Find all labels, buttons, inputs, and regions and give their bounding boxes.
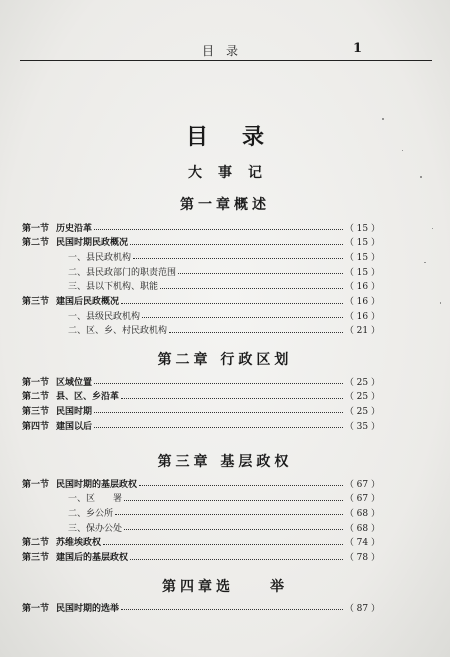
dot-leader (121, 302, 343, 304)
scan-speck (424, 262, 426, 263)
dot-leader (169, 331, 343, 333)
entry-label: 历史沿革 (56, 223, 93, 234)
chapter-heading: 第三章 基层政权 (157, 454, 293, 470)
toc-entry[interactable] (22, 389, 380, 403)
entry-page-number: （ 15 ） (344, 267, 380, 278)
entry-label: 县、区、乡沿革 (56, 392, 120, 403)
document-title: 目录 (185, 124, 298, 150)
entry-page-number: （ 16 ） (344, 297, 380, 307)
toc-entry[interactable] (22, 476, 380, 490)
entry-page-number: （ 25 ） (344, 406, 380, 417)
entry-label: 二、县民政部门的职责范围 (68, 267, 177, 278)
entry-page-number: （ 25 ） (344, 392, 380, 403)
toc-entry[interactable] (22, 600, 380, 614)
section-number: 第一节 (22, 223, 50, 234)
section-number: 第二节 (22, 538, 50, 549)
entry-label: 苏维埃政权 (56, 538, 102, 549)
section-number: 第二节 (22, 238, 50, 249)
section-number: 第一节 (22, 603, 50, 614)
toc-entry[interactable] (22, 491, 380, 505)
entry-page-number: （ 15 ） (344, 223, 380, 234)
dot-leader (124, 528, 343, 530)
dot-leader (121, 397, 343, 399)
entry-label: 民国时期民政概况 (56, 238, 129, 249)
section-number: 第三节 (22, 406, 50, 417)
entry-label: 一、县级民政机构 (68, 311, 141, 322)
chapter-heading: 第四章选 举 (162, 579, 288, 595)
toc-entry[interactable] (22, 418, 380, 432)
entry-page-number: （ 74 ） (344, 538, 380, 549)
part-title: 大事记 (188, 165, 278, 181)
entry-page-number: （ 15 ） (344, 252, 380, 263)
entry-label: 建国以后 (56, 421, 93, 432)
scan-speck (440, 302, 441, 304)
dot-leader (130, 558, 343, 560)
entry-page-number: （ 15 ） (344, 238, 380, 249)
toc-entry[interactable] (22, 550, 380, 564)
entry-label: 三、保办公处 (68, 523, 123, 534)
entry-label: 三、县以下机构、职能 (68, 282, 159, 293)
entry-page-number: （ 67 ） (344, 494, 380, 505)
section-number: 第二节 (22, 392, 50, 403)
section-number: 第四节 (22, 421, 50, 432)
entry-label: 建国后的基层政权 (56, 553, 129, 563)
toc-entry[interactable] (22, 374, 380, 388)
dot-leader (124, 499, 343, 501)
entry-page-number: （ 35 ） (344, 421, 380, 432)
entry-page-number: （ 68 ） (344, 508, 380, 519)
dot-leader (178, 272, 343, 274)
toc-entry[interactable] (22, 220, 380, 234)
entry-label: 区域位置 (56, 377, 93, 388)
toc-entry[interactable] (22, 235, 380, 249)
section-number: 第一节 (22, 479, 50, 490)
scan-speck (432, 228, 433, 229)
entry-label: 建国后民政概况 (56, 297, 120, 307)
dot-leader (94, 228, 343, 230)
entry-label: 民国时期 (56, 406, 93, 417)
entry-label: 民国时期的选举 (56, 603, 120, 614)
toc-entry[interactable] (22, 279, 380, 293)
entry-page-number: （ 21 ） (344, 326, 380, 337)
dot-leader (94, 382, 343, 384)
dot-leader (103, 543, 343, 545)
scan-speck (402, 150, 403, 151)
entry-page-number: （ 16 ） (344, 282, 380, 293)
entry-label: 二、区、乡、村民政机构 (68, 326, 168, 337)
dot-leader (139, 484, 343, 486)
entry-page-number: （ 68 ） (344, 523, 380, 534)
scan-speck (420, 176, 422, 178)
dot-leader (130, 243, 343, 245)
chapter-heading: 第一章概述 (180, 197, 270, 213)
entry-page-number: （ 25 ） (344, 377, 380, 388)
toc-entry[interactable] (22, 535, 380, 549)
entry-label: 二、乡公所 (68, 508, 114, 519)
entry-label: 一、区 署 (68, 494, 123, 505)
entry-page-number: （ 16 ） (344, 311, 380, 322)
dot-leader (133, 257, 343, 259)
toc-entry[interactable] (22, 294, 380, 308)
running-header (20, 40, 432, 61)
dot-leader (160, 287, 343, 289)
toc-entry[interactable] (22, 264, 380, 278)
toc-entry[interactable] (22, 505, 380, 519)
toc-entry[interactable] (22, 249, 380, 263)
page-number: 1 (352, 41, 362, 56)
toc-entry[interactable] (22, 403, 380, 417)
header-title: 目录 (201, 44, 250, 58)
section-number: 第三节 (22, 297, 50, 307)
scan-speck (382, 118, 384, 120)
chapter-heading: 第二章 行政区划 (157, 352, 293, 368)
dot-leader (115, 513, 343, 515)
toc-entry[interactable] (22, 308, 380, 322)
dot-leader (142, 316, 343, 318)
entry-label: 一、县民政机构 (68, 252, 132, 263)
entry-page-number: （ 67 ） (344, 479, 380, 490)
dot-leader (94, 426, 343, 428)
entry-label: 民国时期的基层政权 (56, 479, 138, 490)
section-number: 第三节 (22, 553, 50, 563)
entry-page-number: （ 87 ） (344, 603, 380, 614)
dot-leader (121, 608, 343, 610)
section-number: 第一节 (22, 377, 50, 388)
entry-page-number: （ 78 ） (344, 553, 380, 563)
toc-entry[interactable] (22, 323, 380, 337)
dot-leader (94, 411, 343, 413)
toc-entry[interactable] (22, 520, 380, 534)
